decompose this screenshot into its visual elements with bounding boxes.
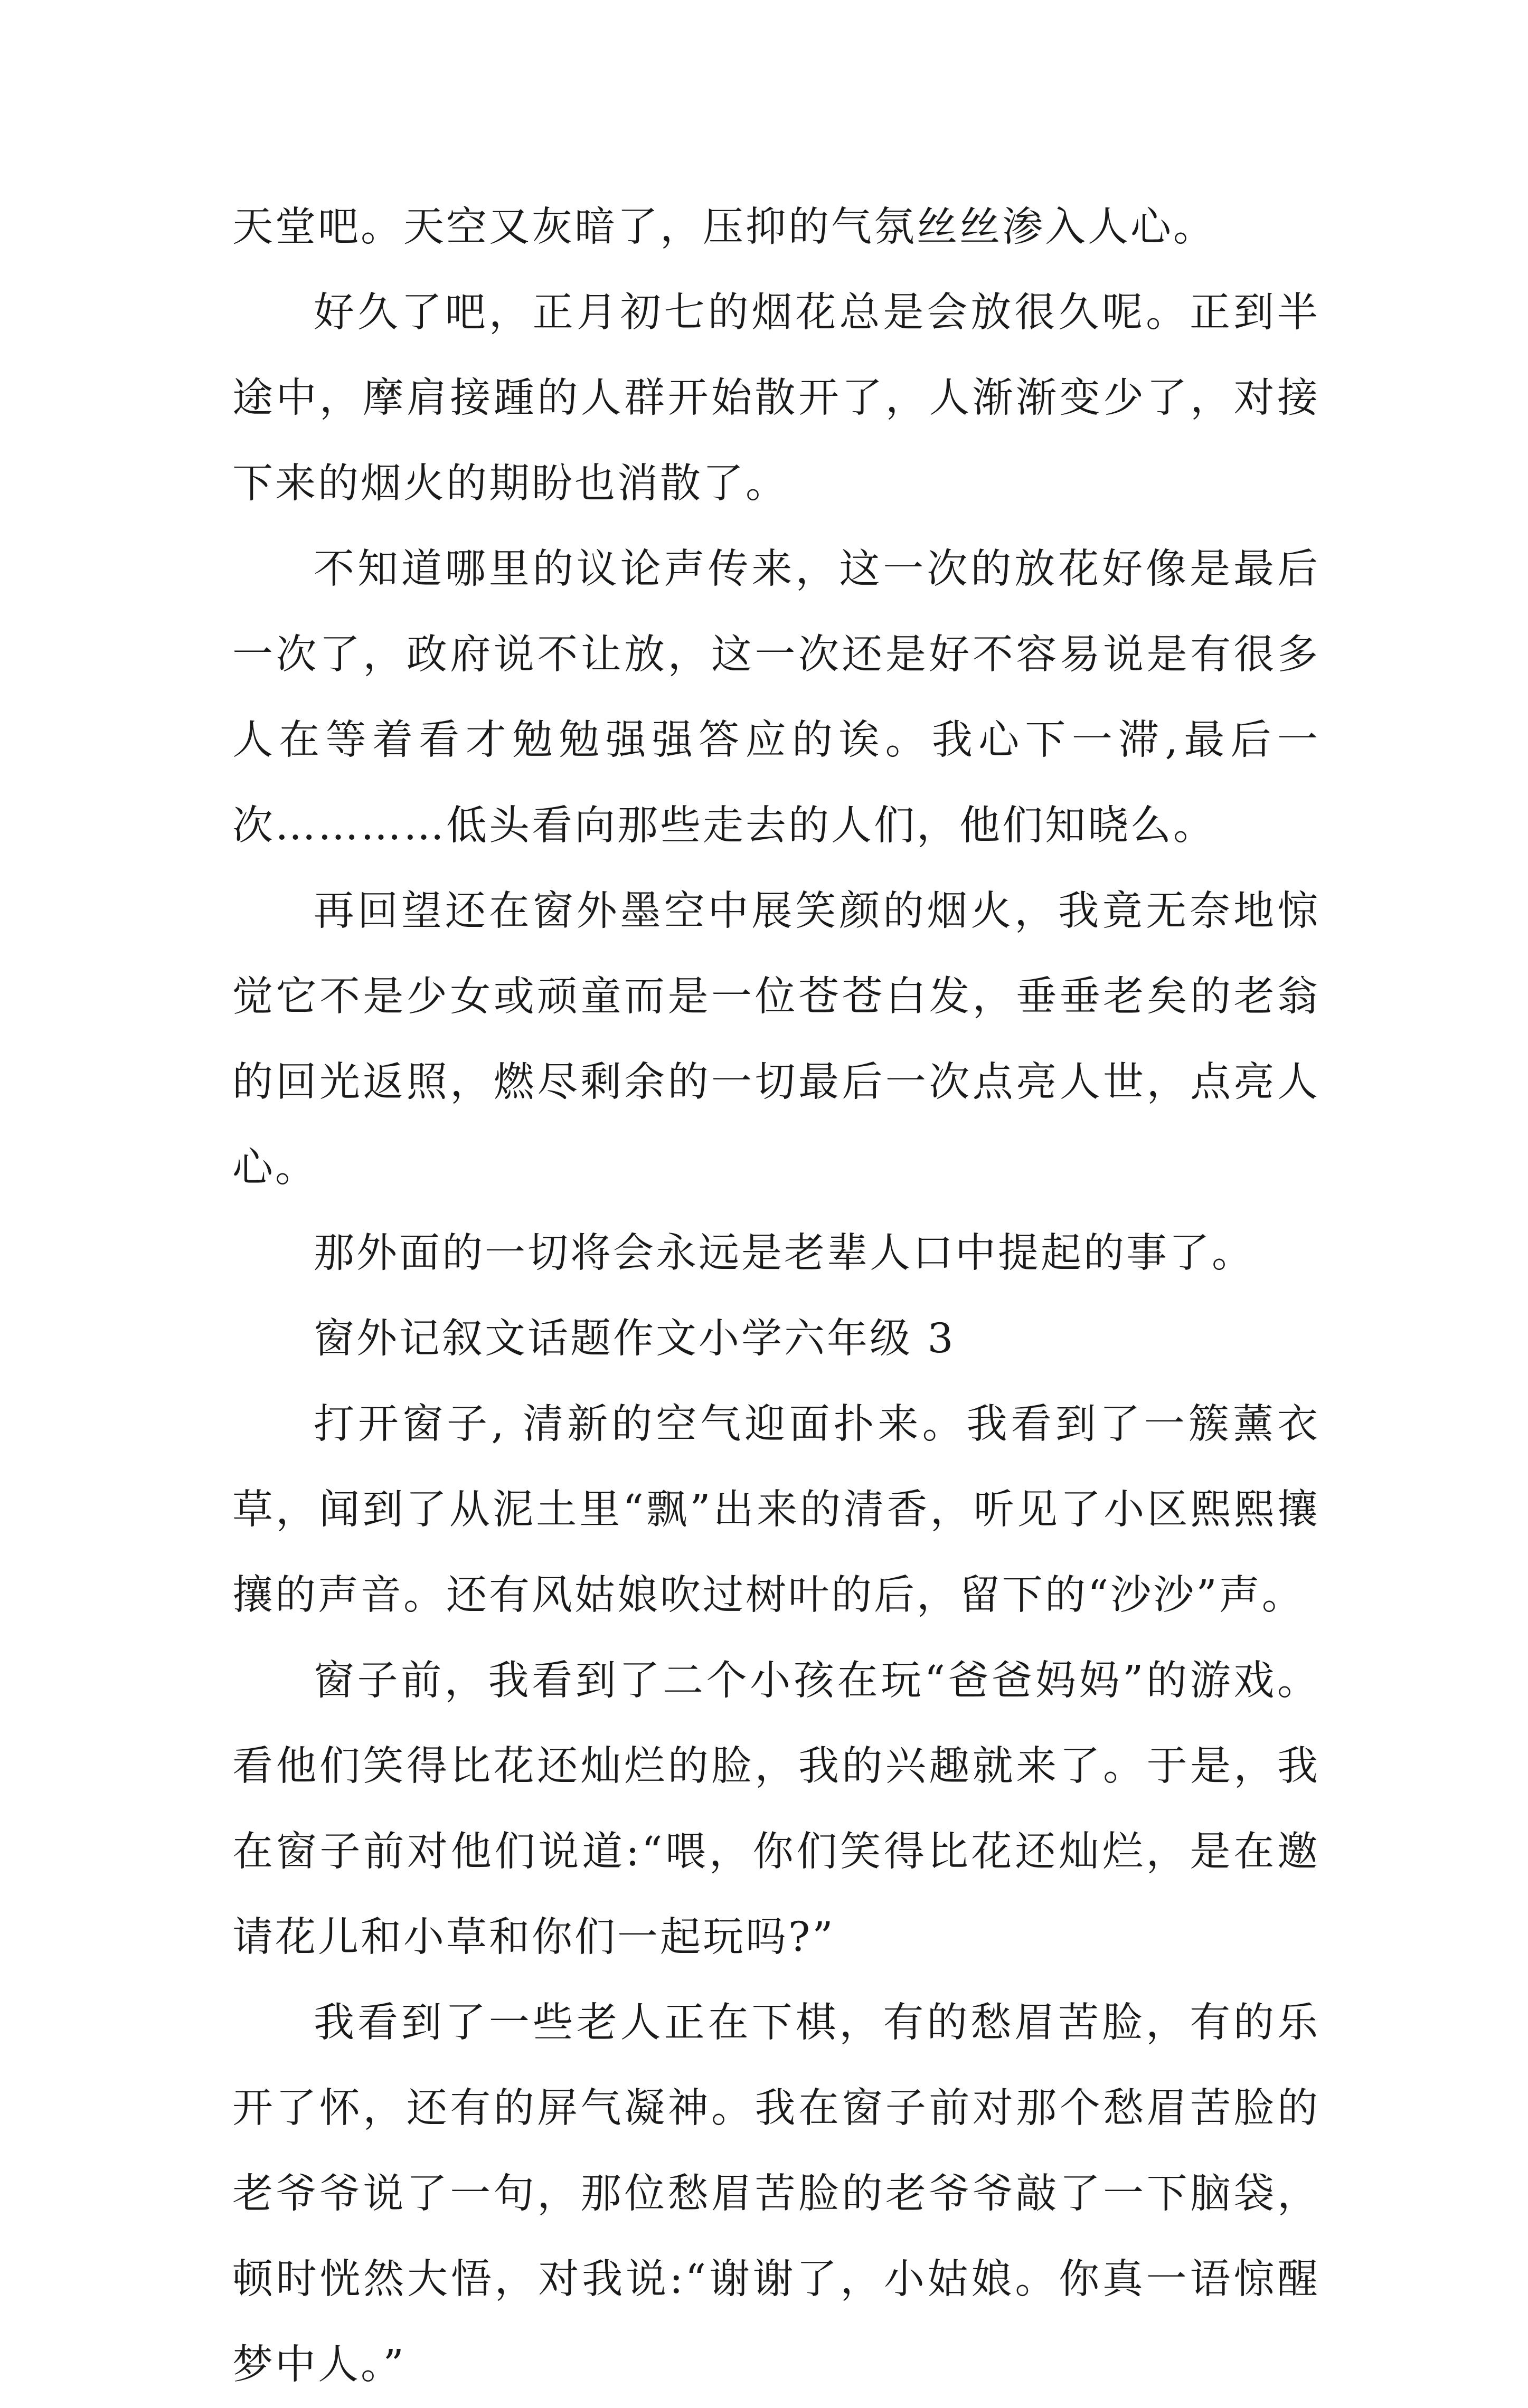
- section-heading: 窗外记叙文话题作文小学六年级 3: [314, 1315, 956, 1362]
- paragraph-4: 再回望还在窗外墨空中展笑颜的烟火，我竟无奈地惊觉它不是少女或顽童而是一位苍苍白发，垂垂老矣的老翁的回光返照，燃尽剩余的一切最后一次点亮人世，点亮人心。: [232, 888, 1320, 1191]
- paragraph-2: 好久了吧，正月初七的烟花总是会放很久呢。正到半途中，摩肩接踵的人群开始散开了，人渐渐变少了，对接下来的烟火的期盼也消散了。: [232, 289, 1320, 507]
- paragraph-1: 天堂吧。天空又灰暗了，压抑的气氛丝丝渗入人心。: [232, 204, 1216, 251]
- paragraph-5: 那外面的一切将会永远是老辈人口中提起的事了。: [314, 1230, 1255, 1277]
- paragraph-8: 我看到了一些老人正在下棋，有的愁眉苦脸，有的乐开了怀，还有的屏气凝神。我在窗子前对那个愁眉苦脸的老爷爷说了一句，那位愁眉苦脸的老爷爷敲了一下脑袋，顿时恍然大悟，对我说:“谢谢了，小姑娘。你真一语惊醒梦中人。”: [232, 1999, 1320, 2388]
- paragraph-7: 窗子前，我看到了二个小孩在玩“爸爸妈妈”的游戏。看他们笑得比花还灿烂的脸，我的兴趣就来了。于是，我在窗子前对他们说道:“喂，你们笑得比花还灿烂，是在邀请花儿和小草和你们一起玩吗?”: [232, 1657, 1320, 1961]
- document-body: [232, 185, 1320, 2408]
- paragraph-3: 不知道哪里的议论声传来，这一次的放花好像是最后一次了，政府说不让放，这一次还是好不容易说是有很多人在等着看才勉勉强强答应的诶。我心下一滞,最后一次…………低头看向那些走去的人们，他们知晓么。: [232, 546, 1320, 849]
- paragraph-6: 打开窗子, 清新的空气迎面扑来。我看到了一簇薰衣草，闻到了从泥土里“飘”出来的清香，听见了小区熙熙攘攘的声音。还有风姑娘吹过树叶的后，留下的“沙沙”声。: [232, 1401, 1320, 1619]
